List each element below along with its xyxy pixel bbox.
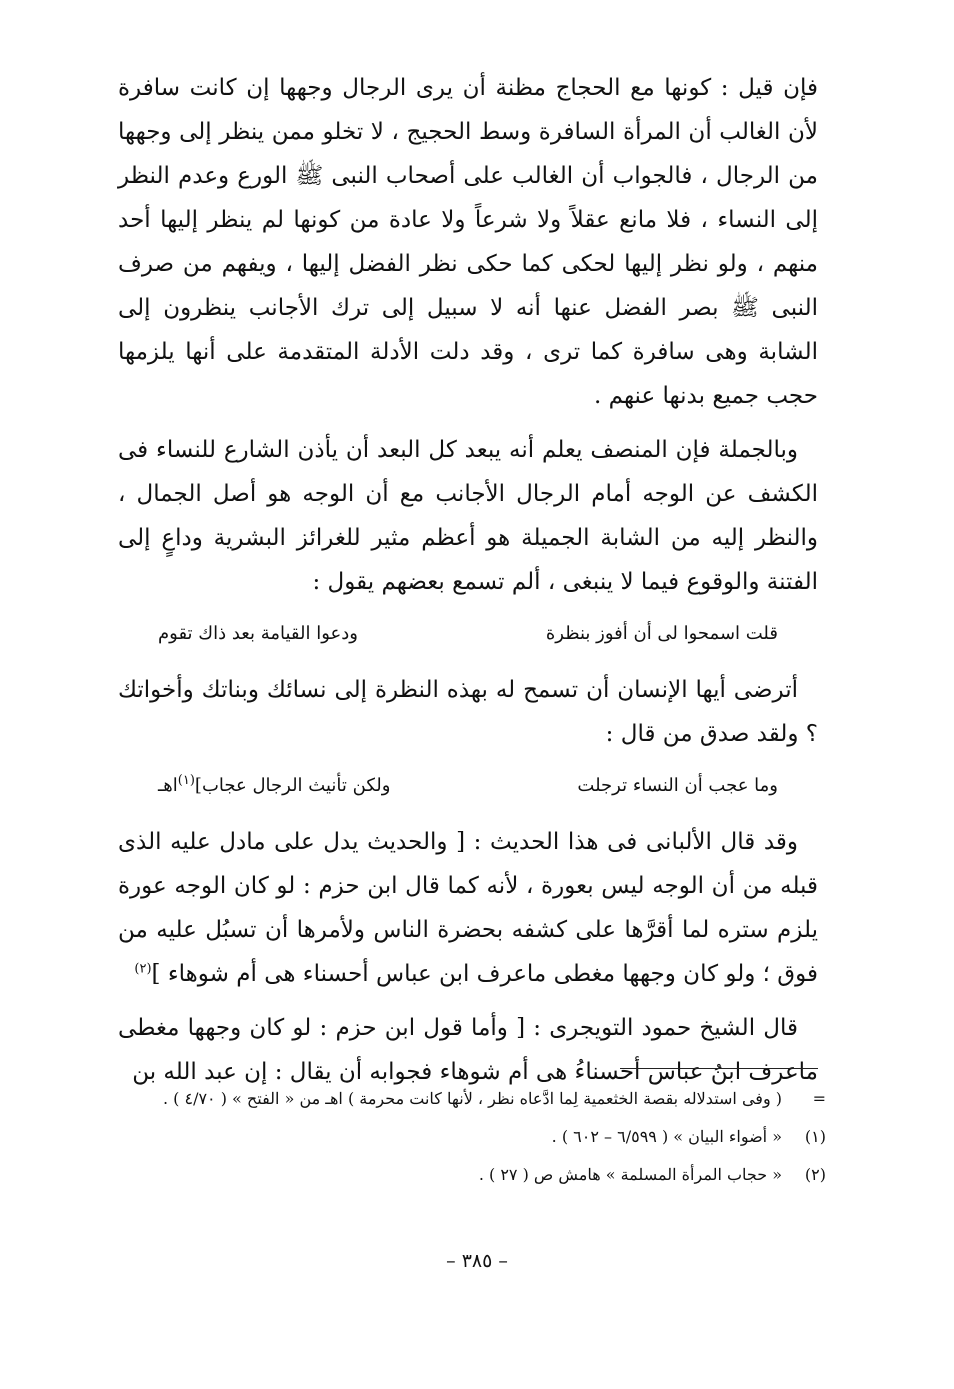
verse-2-second-hemistich-wrap bbox=[158, 766, 390, 806]
footnote-mark: = bbox=[812, 1089, 826, 1108]
paragraph-3: أترضى أيها الإنسان أن تسمح له بهذه النظرة إلى نسائك وبناتك وأخواتك ؟ ولقد صدق من قال : bbox=[118, 677, 818, 747]
footnote-separator bbox=[620, 1068, 818, 1069]
paragraph-5: قال الشيخ حمود التويجرى : [ وأما قول ابن حزم : لو كان وجهها مغطى ماعرف ابنُ عباس أحسناءُ هى أم شوهاء فجوابه أن يقال : إن عبد الله بن bbox=[118, 1015, 818, 1085]
footnote-mark: (٢) bbox=[804, 1165, 826, 1184]
paragraph-4 bbox=[118, 820, 818, 996]
poem-verse-1 bbox=[158, 614, 778, 654]
footnote-continued bbox=[118, 1084, 828, 1114]
footnote-text: « أضواء البيان » ( ٦/٥٩٩ – ٦٠٢ ) . bbox=[551, 1127, 782, 1146]
footnote-ref-2: (٢) bbox=[134, 961, 152, 977]
footnote-mark: (١) bbox=[804, 1127, 826, 1146]
paragraph-1: فإن قيل : كونها مع الحجاج مظنة أن يرى الرجال وجهها إن كانت سافرة لأن الغالب أن المرأة السافرة وسط الحجيج ، لا تخلو ممن ينظر إلى وجهها من الرجال ، فالجواب أن الغالب على أصحاب النبى ﷺ الورع وعدم النظر إلى النساء ، فلا مانع عقلاً ولا شرعاً ولا عادة من كونها لم ينظر إليها أحد منهم ، ولو نظر إليها لحكى كما حكى نظر الفضل إليها ، ويفهم من صرف النبى ﷺ بصر الفضل عنها أنه لا سبيل إلى ترك الأجانب ينظرون إلى الشابة وهى سافرة كما ترى ، وقد دلت الأدلة المتقدمة على أنها يلزمها حجب جميع بدنها عنهم . bbox=[118, 75, 818, 409]
paragraph-4-text: وقد قال الألبانى فى هذا الحديث : [ والحديث يدل على مادل عليه الذى قبله من أن الوجه ليس بعورة ، لأنه كما قال ابن حزم : لو كان الوجه عورة يلزم ستره لما أقرَّها على كشفه بحضرة الناس ولأمرها أن تسبُل عليه من فوق ؛ ولو كان وجهها مغطى ماعرف ابن عباس أحسناء هى أم شوهاء ] bbox=[118, 829, 818, 987]
verse-2-tail: اهـ bbox=[158, 775, 178, 796]
paragraph-2: وبالجملة فإن المنصف يعلم أنه يبعد كل البعد أن يأذن الشارع للنساء فى الكشف عن الوجه أمام الرجال الأجانب مع أن الوجه هو أصل الجمال ، والنظر إليه من الشابة الجميلة هو أعظم مثير للغرائز البشرية وداعٍ إلى الفتنة والوقوع فيما لا ينبغى ، ألم تسمع بعضهم يقول : bbox=[118, 437, 818, 595]
footnote-1 bbox=[118, 1122, 828, 1152]
verse-2-second-hemistich: ولكن تأنيث الرجال عجاب] bbox=[194, 775, 391, 796]
main-text bbox=[118, 66, 818, 1104]
footnote-2 bbox=[118, 1160, 828, 1190]
verse-1-first-hemistich: قلت اسمحوا لى أن أفوز بنظرة bbox=[545, 623, 778, 644]
footnote-text: « حجاب المرأة المسلمة » هامش ص ( ٢٧ ) . bbox=[478, 1165, 782, 1184]
page-number: – ٣٨٥ – bbox=[446, 1250, 508, 1272]
footnote-text: ( وفى استدلاله بقصة الخثعمية لِما ادَّعاه نظر ، لأنها كانت محرمة ) اهـ من « الفتح » ( ٤/٧٠ ) . bbox=[162, 1089, 782, 1108]
footnotes bbox=[118, 1084, 828, 1198]
footnote-ref-1: (١) bbox=[177, 773, 195, 788]
verse-1-second-hemistich: ودعوا القيامة بعد ذاك تقوم bbox=[158, 623, 358, 644]
verse-2-first-hemistich: وما عجب أن النساء ترجلت bbox=[577, 775, 778, 796]
poem-verse-2 bbox=[158, 766, 778, 806]
